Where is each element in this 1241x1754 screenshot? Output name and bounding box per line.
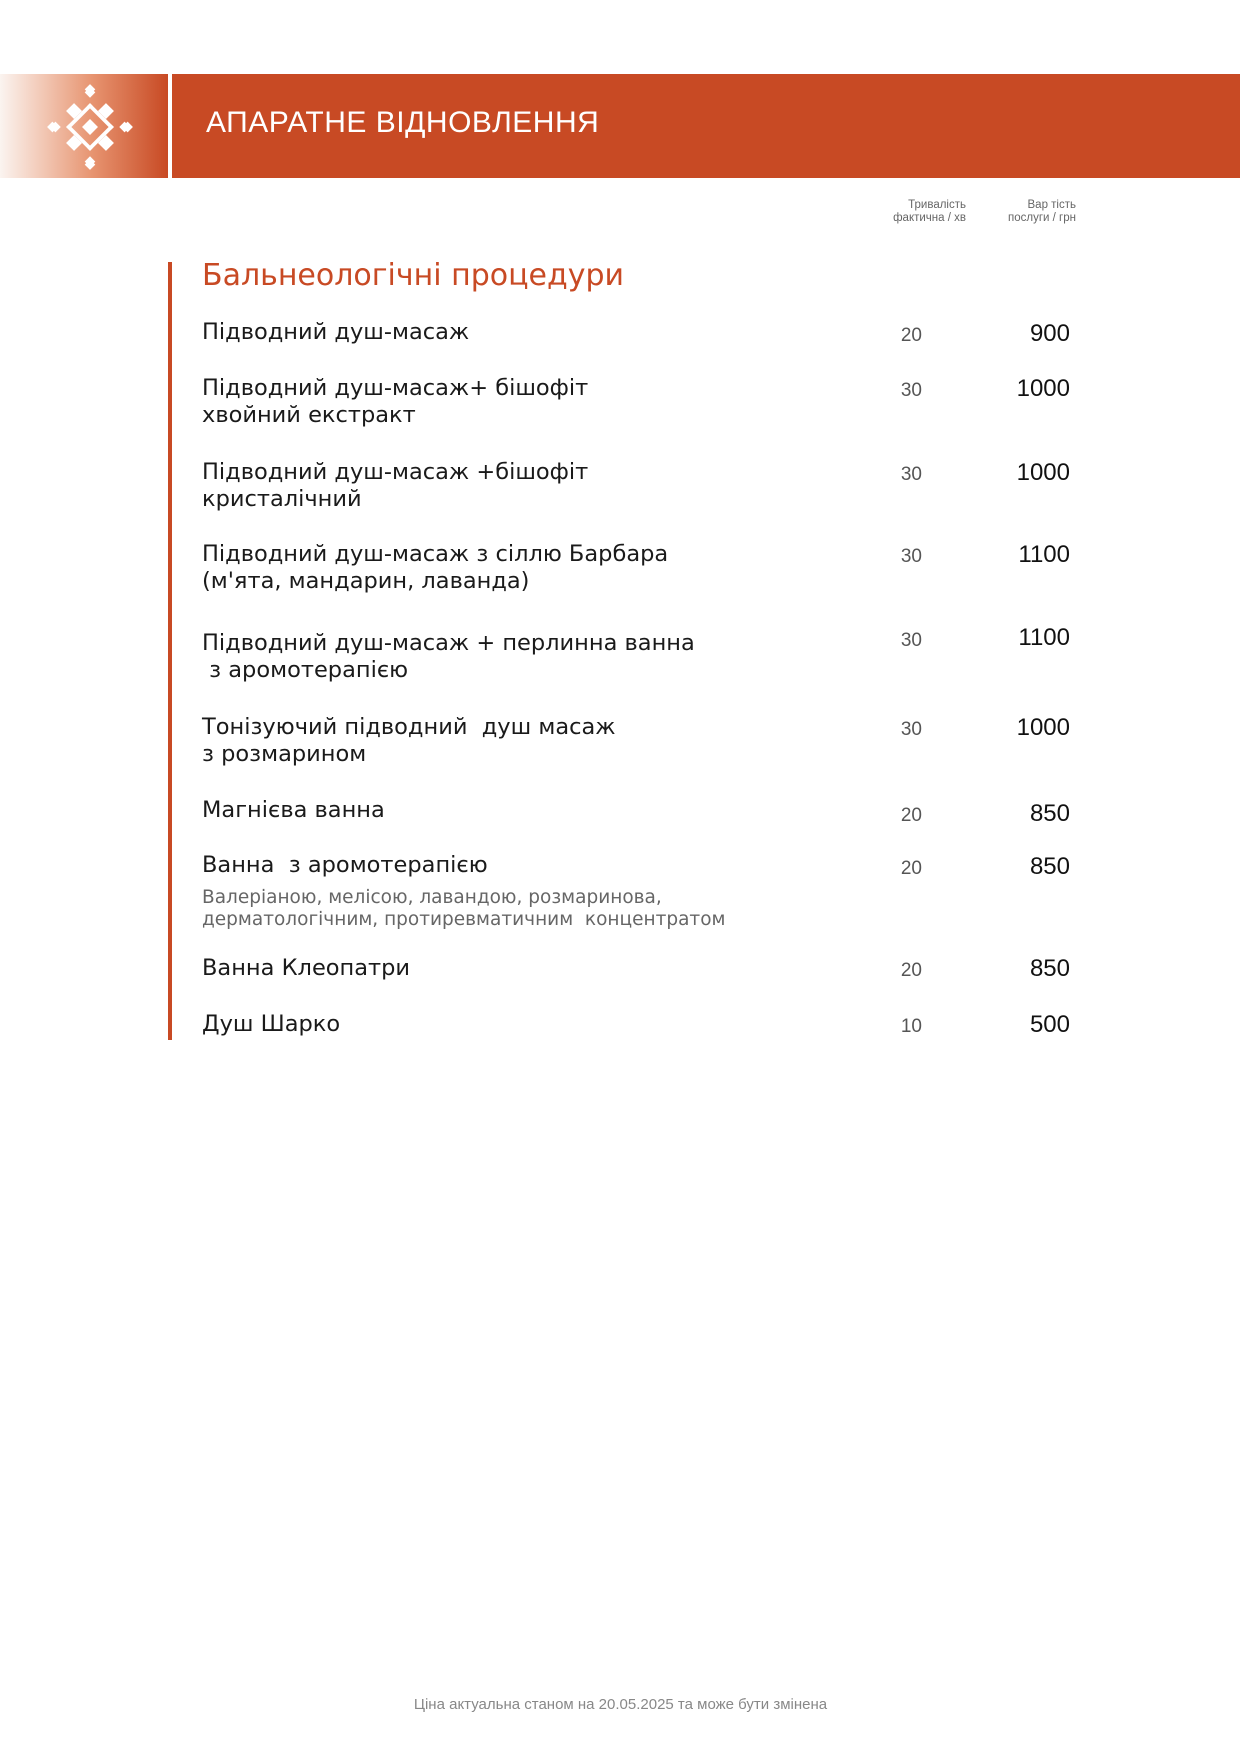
service-name: Тонізуючий підводний душ масаж з розмарином — [202, 714, 616, 767]
service-duration: 30 — [900, 380, 922, 401]
service-name: Ванна з аромотерапією — [202, 852, 488, 878]
service-name: Ванна Клеопатри — [202, 955, 411, 981]
service-price: 500 — [1029, 1011, 1070, 1038]
service-name: Душ Шарко — [202, 1011, 341, 1037]
service-name: Підводний душ-масаж +бішофіт кристалічний — [202, 459, 589, 512]
service-price: 1100 — [1018, 541, 1070, 568]
service-duration: 10 — [900, 1016, 922, 1037]
service-duration: 20 — [900, 960, 922, 981]
service-price: 850 — [1029, 853, 1070, 880]
service-price: 1000 — [1016, 714, 1070, 741]
section-accent-line — [168, 262, 172, 1040]
service-name: Підводний душ-масаж з сіллю Барбара (м'ята, мандарин, лаванда) — [202, 541, 669, 594]
price-disclaimer: Ціна актуальна станом на 20.05.2025 та може бути змінена — [413, 1696, 828, 1713]
service-duration: 20 — [900, 858, 922, 879]
section-title: Бальнеологічні процедури — [202, 258, 625, 293]
service-price: 1000 — [1016, 459, 1070, 486]
service-duration: 30 — [900, 464, 922, 485]
service-duration: 20 — [900, 325, 922, 346]
service-name: Підводний душ-масаж+ бішофіт хвойний екстракт — [202, 375, 589, 428]
service-price: 850 — [1029, 955, 1070, 982]
column-header-price: Вар тість послуги / грн — [1008, 199, 1076, 224]
service-price: 850 — [1029, 800, 1070, 827]
service-name: Магнієва ванна — [202, 797, 385, 823]
column-header-duration: Тривалість фактична / хв — [893, 199, 966, 224]
service-price: 1100 — [1018, 624, 1070, 651]
service-name: Підводний душ-масаж — [202, 319, 470, 345]
service-duration: 20 — [900, 805, 922, 826]
service-name: Підводний душ-масаж + перлинна ванна з аромотерапією — [202, 630, 695, 683]
ornament-logo-icon — [43, 80, 137, 174]
service-duration: 30 — [900, 719, 922, 740]
service-duration: 30 — [900, 546, 922, 567]
service-price: 1000 — [1016, 375, 1070, 402]
service-price: 900 — [1029, 320, 1070, 347]
page-title: АПАРАТНЕ ВІДНОВЛЕННЯ — [206, 106, 600, 139]
service-description: Валеріаною, мелісою, лавандою, розмаринова, дерматологічним, протиревматичним концентратом — [202, 887, 726, 930]
service-duration: 30 — [900, 630, 922, 651]
